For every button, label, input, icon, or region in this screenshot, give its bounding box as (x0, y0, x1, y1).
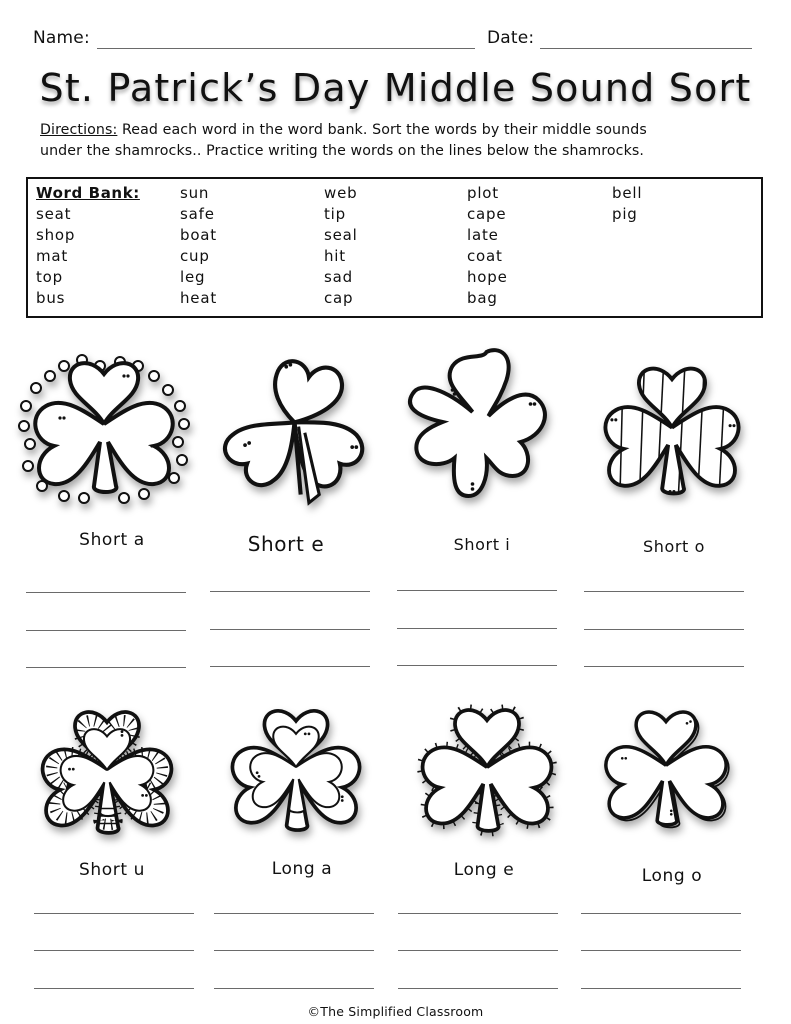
name-input-line[interactable] (97, 48, 475, 49)
word-bank-word: web (324, 184, 358, 202)
answer-line-short-a-2[interactable] (26, 630, 186, 631)
answer-line-short-a-3[interactable] (26, 667, 186, 668)
word-bank-word: mat (36, 247, 69, 265)
answer-line-short-i-1[interactable] (397, 590, 557, 591)
shamrock-sketch-outline-icon (596, 692, 736, 842)
answer-line-short-u-3[interactable] (34, 988, 194, 989)
category-label-short-e: Short e (247, 532, 325, 556)
date-label: Date: (487, 28, 535, 48)
word-bank-word: bag (467, 289, 498, 307)
word-bank-word: leg (180, 268, 206, 286)
word-bank-word: cup (180, 247, 210, 265)
shamrock-circles-icon (18, 346, 190, 506)
word-bank-word: seal (324, 226, 358, 244)
shamrock-four-leaf-icon (212, 340, 377, 510)
answer-line-short-o-2[interactable] (584, 629, 744, 630)
answer-line-short-u-2[interactable] (34, 950, 194, 951)
date-input-line[interactable] (540, 48, 752, 49)
answer-line-short-e-3[interactable] (210, 666, 370, 667)
answer-line-long-a-1[interactable] (214, 913, 374, 914)
word-bank-column-5 (612, 183, 642, 225)
answer-line-short-i-3[interactable] (397, 665, 557, 666)
answer-line-short-a-1[interactable] (26, 592, 186, 593)
answer-line-long-e-2[interactable] (398, 950, 558, 951)
answer-line-short-o-1[interactable] (584, 591, 744, 592)
name-label: Name: (33, 28, 90, 48)
word-bank-word: bell (612, 184, 643, 202)
category-label-long-o: Long o (641, 866, 703, 886)
word-bank-word: plot (467, 184, 499, 202)
word-bank-word: top (36, 268, 63, 286)
category-label-long-a: Long a (271, 859, 333, 879)
word-bank-word: pig (612, 205, 638, 223)
category-label-short-i: Short i (453, 535, 511, 554)
category-label-long-e: Long e (453, 860, 515, 880)
word-bank-column-4 (467, 183, 508, 309)
copyright-footer: ©The Simplified Classroom (307, 1004, 484, 1019)
word-bank-box (26, 177, 763, 318)
word-bank-word: sad (324, 268, 353, 286)
word-bank-word: coat (467, 247, 503, 265)
shamrock-striped-icon (592, 352, 752, 507)
answer-line-short-u-1[interactable] (34, 913, 194, 914)
shamrock-four-leaf-plain-icon (400, 346, 565, 506)
word-bank-word: heat (180, 289, 218, 307)
answer-line-short-e-1[interactable] (210, 591, 370, 592)
shamrock-stitched-icon (412, 690, 562, 848)
word-bank-word: tip (324, 205, 346, 223)
word-bank-word: hit (324, 247, 346, 265)
directions-label: Directions: (40, 122, 118, 138)
word-bank-column-2 (180, 183, 217, 309)
word-bank-word: late (467, 226, 499, 244)
answer-line-long-e-1[interactable] (398, 913, 558, 914)
word-bank-word: seat (36, 205, 72, 223)
answer-line-long-a-2[interactable] (214, 950, 374, 951)
word-bank-word: hope (467, 268, 508, 286)
directions-line-2: under the shamrocks.. Practice writing the words on the lines below the shamrocks. (40, 143, 644, 159)
word-bank-heading: Word Bank: (36, 184, 140, 202)
word-bank-word: bus (36, 289, 66, 307)
answer-line-long-a-3[interactable] (214, 988, 374, 989)
answer-line-short-i-2[interactable] (397, 628, 557, 629)
word-bank-word: boat (180, 226, 217, 244)
answer-line-long-o-2[interactable] (581, 950, 741, 951)
category-label-short-a: Short a (79, 530, 145, 550)
category-label-short-u: Short u (79, 860, 145, 880)
answer-line-long-o-3[interactable] (581, 988, 741, 989)
answer-line-long-e-3[interactable] (398, 988, 558, 989)
word-bank-word: cap (324, 289, 354, 307)
word-bank-column-3 (324, 183, 358, 309)
page-title: St. Patrick’s Day Middle Sound Sort (39, 66, 752, 110)
word-bank-word: sun (180, 184, 210, 202)
shamrock-segmented-border-icon (32, 696, 182, 846)
word-bank-column-1 (36, 183, 140, 309)
answer-line-short-e-2[interactable] (210, 629, 370, 630)
category-label-short-o: Short o (642, 537, 705, 556)
answer-line-long-o-1[interactable] (581, 913, 741, 914)
word-bank-word: safe (180, 205, 215, 223)
directions (40, 120, 760, 162)
shamrock-double-outline-icon (222, 694, 370, 844)
word-bank-word: cape (467, 205, 507, 223)
directions-line-1: Read each word in the word bank. Sort the words by their middle sounds (117, 122, 647, 138)
answer-line-short-o-3[interactable] (584, 666, 744, 667)
word-bank-word: shop (36, 226, 76, 244)
